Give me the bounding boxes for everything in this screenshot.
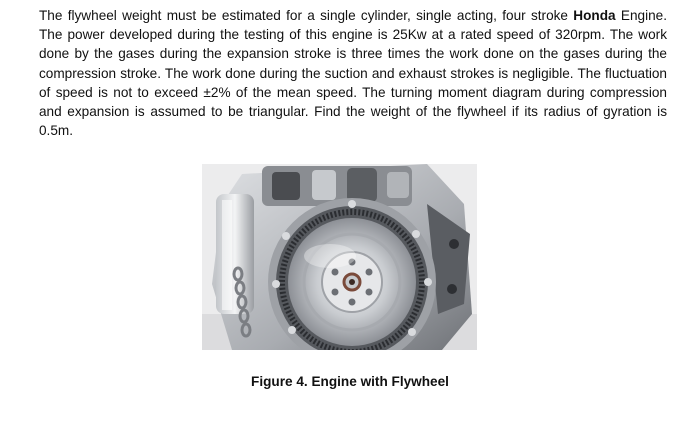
engine-illustration — [202, 164, 477, 350]
top-component — [387, 172, 409, 198]
top-component — [347, 168, 377, 202]
problem-text-start: The flywheel weight must be estimated for a single cylinder, single acting, four stroke — [39, 8, 574, 23]
figure-caption: Figure 4. Engine with Flywheel — [251, 374, 449, 389]
problem-statement — [39, 6, 667, 140]
cylinder-barrel — [216, 194, 254, 314]
problem-bold-word: Honda — [573, 8, 616, 23]
top-component — [312, 170, 336, 200]
engine-flywheel-photo — [202, 164, 477, 350]
problem-text-rest: Engine. The power developed during the testing of this engine is 25Kw at a rated speed of 320rpm. The work done by the gases during the expansion stroke is three times the work done on the gases during the compression stroke. The work done during the suction and exhaust strokes is negligible. The fluctuation of speed is not to exceed ±2% of the mean speed. The turning moment diagram during compression and expansion is assumed to be triangular. Find the weight of the flywheel if its radius of gyration is 0.5m. — [39, 8, 667, 139]
top-component — [272, 172, 300, 200]
